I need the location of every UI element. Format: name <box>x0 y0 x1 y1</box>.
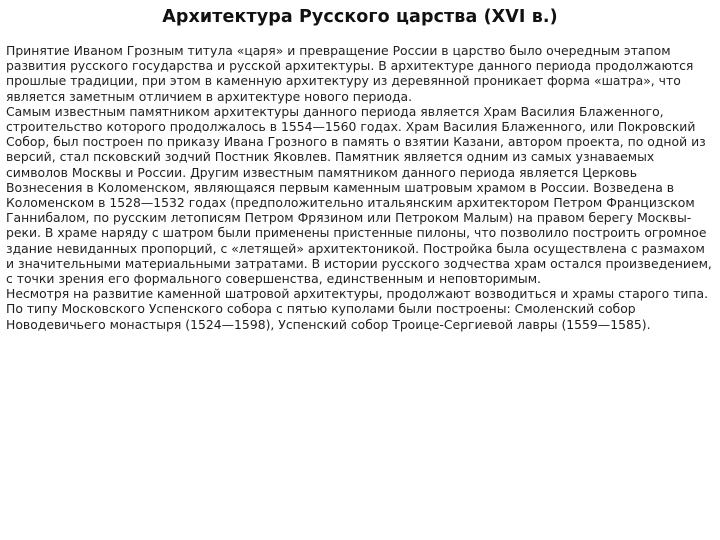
paragraph-old-type-churches: Несмотря на развитие каменной шатровой архитектуры, продолжают возводиться и храмы старого типа. По типу Московского Успенского собора с пятью куполами были построены: Смоленский собор Новодевичьего монастыря (1524—1598), Успенский собор Троице-Сергиевой лавры (1559—1585). <box>6 286 709 332</box>
slide-body-text <box>6 43 715 332</box>
paragraph-st-basil-cathedral: Самым известным памятником архитектуры данного периода является Храм Василия Блаженного, строительство которого продолжалось в 1554—1560 годах. Храм Василия Блаженного, или Покровский Собор, был построен по приказу Ивана Грозного в память о взятии Казани, автором проекта, по одной из версий, стал псковский зодчий Постник Яковлев. Памятник является одним из самых узнаваемых символов Москвы и России. Другим известным памятником данного периода является Церковь Вознесения в Коломенском, являющаяся первым каменным шатровым храмом в России. Возведена в Коломенском в 1528—1532 годах (предположительно итальянским архитектором Петром Францизском Ганнибалом, по русским летописям Петром Фрязином или Петроком Малым) на правом берегу Москвы-реки. В храме наряду с шатром были применены пристенные пилоны, что позволило построить огромное здание невиданных пропорций, с «летящей» архитектоникой. Постройка была осуществлена с размахом и значительными материальными затратами. В истории русского зодчества храм остался произведением, с точки зрения его формального совершенства, единственным и неповторимым. <box>6 103 712 287</box>
paragraph-tsar-title: Принятие Иваном Грозным титула «царя» и превращение России в царство было очередным этапом развития русского государства и русской архитектуры. В архитектуре данного периода продолжаются прошлые традиции, при этом в каменную архитектуру из деревянной проникает форма «шатра», что является заметным отличием в архитектуре нового периода. <box>6 43 694 104</box>
slide-title: Архитектура Русского царства (XVI в.) <box>162 7 558 27</box>
